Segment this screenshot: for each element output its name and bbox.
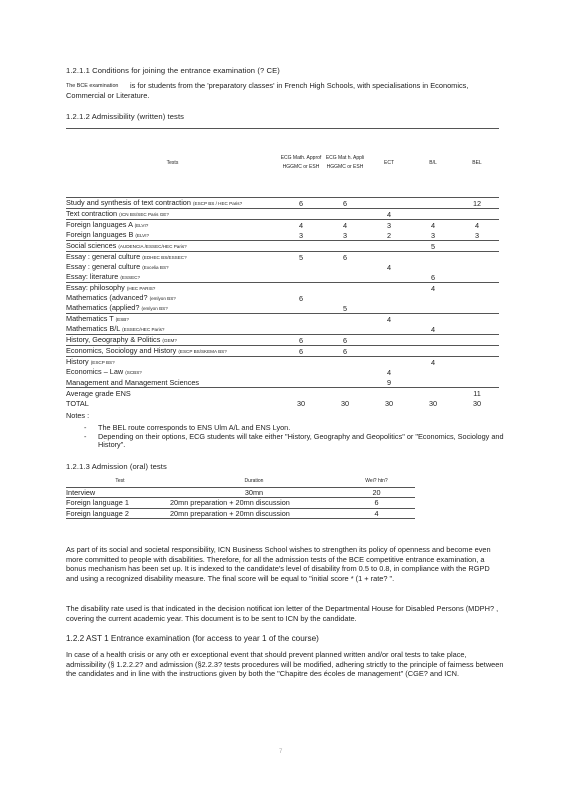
test-label: TOTAL (66, 399, 89, 408)
coefficient-cell (323, 293, 367, 303)
coefficient-cell (455, 272, 499, 283)
coefficient-cell (279, 377, 323, 388)
coefficient-cell (411, 346, 455, 357)
test-school-note: (ELVI? (135, 233, 150, 238)
oral-weight: 20 (338, 487, 415, 498)
coefficient-cell (367, 283, 411, 294)
coefficient-cell (411, 209, 455, 220)
table-row (66, 498, 415, 509)
note-item: - The BEL route corresponds to ENS Ulm A/L and ENS Lyon. (84, 424, 504, 433)
coefficient-cell (411, 314, 455, 325)
table-row (66, 346, 499, 357)
table-row (66, 262, 499, 272)
coefficient-cell: 11 (455, 388, 499, 399)
admissibility-body (66, 198, 499, 409)
table-row (66, 209, 499, 220)
table-row (66, 367, 499, 377)
test-label-cell (66, 293, 279, 303)
test-label-cell (66, 314, 279, 325)
test-label-cell (66, 367, 279, 377)
coefficient-cell (323, 209, 367, 220)
coefficient-cell (279, 303, 323, 314)
bce-lead: The BCE examination (66, 83, 119, 89)
coefficient-cell (411, 262, 455, 272)
coefficient-cell: 4 (323, 220, 367, 231)
oral-tests-table (66, 477, 415, 519)
table-row (66, 377, 499, 388)
coefficient-cell: 6 (323, 198, 367, 209)
test-label-cell (66, 357, 279, 368)
notes-list (84, 424, 504, 450)
coefficient-cell (455, 283, 499, 294)
test-label: Essay : general culture (66, 262, 141, 271)
coefficient-cell (455, 346, 499, 357)
coefficient-cell (367, 272, 411, 283)
test-label: Foreign languages A (66, 220, 133, 229)
table-row (66, 198, 499, 209)
coefficient-cell (367, 303, 411, 314)
oral-duration: 20mn preparation + 20mn discussion (170, 508, 338, 519)
section-heading-oral: 1.2.1.3 Admission (oral) tests (66, 462, 167, 471)
table-row (66, 293, 499, 303)
test-school-note: (EDHEC BS/ESSEC? (142, 255, 187, 260)
test-school-note: (ICN BS/SEC Paris GE? (119, 212, 169, 217)
coefficient-cell (367, 241, 411, 252)
page-number: 7 (279, 749, 283, 755)
table-row (66, 252, 499, 263)
table-row (66, 508, 415, 519)
col-test: Test (115, 478, 125, 485)
test-school-note: (AUDENCIA /ESSEC/HEC Paris? (118, 244, 187, 249)
oral-test: Foreign language 1 (66, 498, 170, 509)
coefficient-cell (279, 283, 323, 294)
test-label: Mathematics (advanced? (66, 293, 148, 302)
coefficient-cell (411, 252, 455, 263)
table-row (66, 230, 499, 241)
coefficient-cell: 30 (472, 399, 482, 408)
col-weight: Wei? htn? (365, 478, 388, 485)
coefficient-cell (455, 357, 499, 368)
oral-weight: 6 (338, 498, 415, 509)
coefficient-cell (455, 262, 499, 272)
col-bl: B/L (411, 129, 455, 198)
notes-title: Notes : (66, 411, 90, 420)
coefficient-cell: 4 (411, 220, 455, 231)
test-school-note: (HEC PARIS? (126, 286, 156, 291)
coefficient-cell: 4 (367, 314, 411, 325)
table-row (66, 357, 499, 368)
coefficient-cell (367, 388, 411, 399)
coefficient-cell: 9 (386, 378, 392, 387)
coefficient-cell (279, 272, 323, 283)
test-school-note: (ESSEC? (120, 275, 141, 280)
coefficient-cell (323, 377, 367, 388)
coefficient-cell: 4 (386, 368, 392, 377)
coefficient-cell (323, 314, 367, 325)
oral-test: Foreign language 2 (66, 508, 170, 519)
test-label: Text contraction (66, 209, 118, 218)
table-row (66, 487, 415, 498)
coefficient-cell (455, 324, 499, 335)
section-heading-conditions: 1.2.1.1 Conditions for joining the entrance examination (? CE) (66, 66, 280, 75)
table-row (66, 335, 499, 346)
test-label: Economics – Law (66, 367, 124, 376)
coefficient-cell (279, 367, 323, 377)
coefficient-cell: 4 (455, 220, 499, 231)
test-school-note: (ESCP BS / HEC Paris? (192, 201, 243, 206)
coefficient-cell (455, 303, 499, 314)
table-row (66, 314, 499, 325)
coefficient-cell: 6 (279, 346, 323, 357)
coefficient-cell (455, 293, 499, 303)
coefficient-cell (279, 209, 323, 220)
col-duration: Duration (244, 478, 264, 485)
test-label: Essay: philosophy (66, 283, 125, 292)
test-label-cell (66, 252, 279, 263)
coefficient-cell: 4 (430, 325, 436, 334)
test-label: Study and synthesis of text contraction (66, 198, 191, 207)
coefficient-cell (367, 198, 411, 209)
admissibility-header-row (66, 129, 499, 198)
test-label-cell (66, 388, 279, 399)
coefficient-cell: 5 (411, 241, 455, 252)
test-label-cell (66, 303, 279, 314)
coefficient-cell (367, 357, 411, 368)
coefficient-cell: 6 (279, 198, 323, 209)
coefficient-cell: 4 (279, 220, 323, 231)
test-label: Social sciences (66, 241, 117, 250)
section-heading-admissibility: 1.2.1.2 Admissibility (written) tests (66, 112, 185, 121)
test-school-note: (Excelia BS? (142, 265, 169, 270)
oral-duration: 30mn (170, 487, 338, 498)
ast1-paragraph: In case of a health crisis or any oth er exceptional event that should prevent planned written and/or oral tests to take place, admissibility (§ 1.2.2.2? and admission (§2.2.3? tests procedures will be modified, adhering strictly to the principle of fairness between the candidates and in line with the instructions given by both the "Chapitre des écoles de management" (CGE? and ICN. (66, 650, 504, 678)
coefficient-cell (323, 388, 367, 399)
test-label-cell (66, 230, 279, 241)
coefficient-cell: 3 (342, 231, 348, 240)
oral-weight: 4 (338, 508, 415, 519)
coefficient-cell: 6 (323, 335, 367, 346)
table-row (66, 241, 499, 252)
test-school-note: (ESSEC/HEC Paris? (122, 327, 165, 332)
coefficient-cell (323, 357, 367, 368)
coefficient-cell: 4 (411, 283, 455, 294)
disability-paragraph: As part of its social and societal responsibility, ICN Business School wishes to strengthen its policy of openness and become even more committed to people with disabilities. Therefore, for all the admission tests of the BCE competitive entrance examination, a bonus mechanism has been set up. It is indexed to the candidate's level of disability from 0.5 to 0.8, in compliance with the RGPD and using a recognized disability measure. The final score will be equal to "initial score * (1 + rate? ". (66, 545, 491, 583)
coefficient-cell (279, 262, 323, 272)
coefficient-cell: 5 (279, 252, 323, 263)
test-label-cell (66, 209, 279, 220)
test-label-cell (66, 283, 279, 294)
col-tests: Tests (66, 129, 279, 198)
coefficient-cell (455, 335, 499, 346)
coefficient-cell (323, 324, 367, 335)
test-school-note: (ESCP BS/SKEMA BS? (178, 349, 227, 354)
coefficient-cell (279, 241, 323, 252)
coefficient-cell: 3 (474, 231, 480, 240)
col-ecg-math: ECG Math. Approf HGGMC or ESH (279, 129, 323, 198)
test-label-cell (66, 220, 279, 231)
test-label-cell (66, 262, 279, 272)
table-row (66, 398, 499, 408)
test-label: Average grade ENS (66, 389, 131, 398)
coefficient-cell (455, 241, 499, 252)
table-row (66, 283, 499, 294)
col-ect: ECT (367, 129, 411, 198)
test-school-note: (emlyon BS? (149, 296, 176, 301)
oral-header-row (66, 477, 415, 487)
test-label: History, Geography & Politics (66, 335, 161, 344)
coefficient-cell (455, 209, 499, 220)
coefficient-cell: 6 (323, 252, 367, 263)
coefficient-cell: 5 (342, 304, 348, 313)
test-label: Mathematics (applied? (66, 303, 140, 312)
coefficient-cell: 3 (367, 220, 411, 231)
coefficient-cell: 6 (323, 346, 367, 357)
test-label-cell (66, 398, 279, 408)
test-label-cell (66, 335, 279, 346)
table-row (66, 220, 499, 231)
test-label-cell (66, 272, 279, 283)
coefficient-cell (455, 314, 499, 325)
coefficient-cell (411, 303, 455, 314)
table-row (66, 324, 499, 335)
coefficient-cell (411, 377, 455, 388)
coefficient-cell: 4 (386, 263, 392, 272)
coefficient-cell (367, 335, 411, 346)
test-label: Foreign languages B (66, 230, 134, 239)
coefficient-cell (279, 357, 323, 368)
coefficient-cell (411, 388, 455, 399)
coefficient-cell (455, 377, 499, 388)
table-row (66, 272, 499, 283)
disability-rate-paragraph: The disability rate used is that indicated in the decision notificat ion letter of the Departmental House for Disabled Persons (MDPH? , covering the current academic year. This document is to be sent to ICN by the candidate. (66, 604, 499, 623)
test-label: Essay : general culture (66, 252, 141, 261)
note-item: - Depending on their options, ECG students will take either "History, Geography and Geopolitics" or "Economics, Sociology and History". (84, 433, 504, 450)
coefficient-cell (367, 324, 411, 335)
oral-duration: 20mn preparation + 20mn discussion (170, 498, 338, 509)
coefficient-cell: 30 (340, 399, 350, 408)
test-school-note: (emlyon BS? (141, 306, 168, 311)
coefficient-cell: 4 (411, 357, 455, 368)
col-ecg-mat-appli: ECG Mat h. Appli HGGMC or ESH (323, 129, 367, 198)
coefficient-cell (411, 293, 455, 303)
test-school-note: (ESCP BS? (90, 360, 115, 365)
coefficient-cell: 6 (430, 273, 436, 282)
test-label-cell (66, 241, 279, 252)
section-heading-ast1: 1.2.2 AST 1 Entrance examination (for access to year 1 of the course) (66, 634, 319, 643)
coefficient-cell (323, 241, 367, 252)
oral-test: Interview (66, 487, 170, 498)
test-label: Management and Management Sciences (66, 378, 200, 387)
coefficient-cell: 6 (279, 335, 323, 346)
test-label: History (66, 357, 89, 366)
coefficient-cell (411, 335, 455, 346)
bce-description: is for students from the 'preparatory classes' in French High Schools, with specialisations in Economics, Commercial or Literature. (66, 81, 469, 100)
test-school-note: (GEM? (162, 338, 177, 343)
coefficient-cell (279, 314, 323, 325)
coefficient-cell: 30 (428, 399, 438, 408)
coefficient-cell (279, 324, 323, 335)
admissibility-table (66, 128, 499, 408)
test-label: Essay: literature (66, 272, 119, 281)
coefficient-cell (367, 346, 411, 357)
test-label-cell (66, 324, 279, 335)
coefficient-cell (323, 367, 367, 377)
coefficient-cell (455, 252, 499, 263)
coefficient-cell (455, 367, 499, 377)
coefficient-cell: 6 (298, 294, 304, 303)
test-label-cell (66, 377, 279, 388)
test-school-note: (ELVI? (134, 223, 149, 228)
col-bel: BEL (455, 129, 499, 198)
coefficient-cell (323, 283, 367, 294)
test-school-note: (SCBS? (125, 370, 142, 375)
coefficient-cell (367, 293, 411, 303)
coefficient-cell (411, 367, 455, 377)
coefficient-cell: 3 (298, 231, 304, 240)
coefficient-cell: 3 (430, 231, 436, 240)
table-row (66, 303, 499, 314)
test-label-cell (66, 346, 279, 357)
test-label-cell (66, 198, 279, 209)
coefficient-cell: 12 (455, 198, 499, 209)
table-row (66, 388, 499, 399)
coefficient-cell: 2 (386, 231, 392, 240)
test-label: Economics, Sociology and History (66, 346, 177, 355)
coefficient-cell (323, 262, 367, 272)
coefficient-cell (411, 198, 455, 209)
coefficient-cell: 30 (384, 399, 394, 408)
coefficient-cell: 4 (367, 209, 411, 220)
coefficient-cell: 30 (296, 399, 306, 408)
coefficient-cell (367, 252, 411, 263)
coefficient-cell (323, 272, 367, 283)
test-label: Mathematics B/L (66, 324, 121, 333)
test-school-note: (ESB? (115, 317, 129, 322)
coefficient-cell (279, 388, 323, 399)
test-label: Mathematics T (66, 314, 114, 323)
